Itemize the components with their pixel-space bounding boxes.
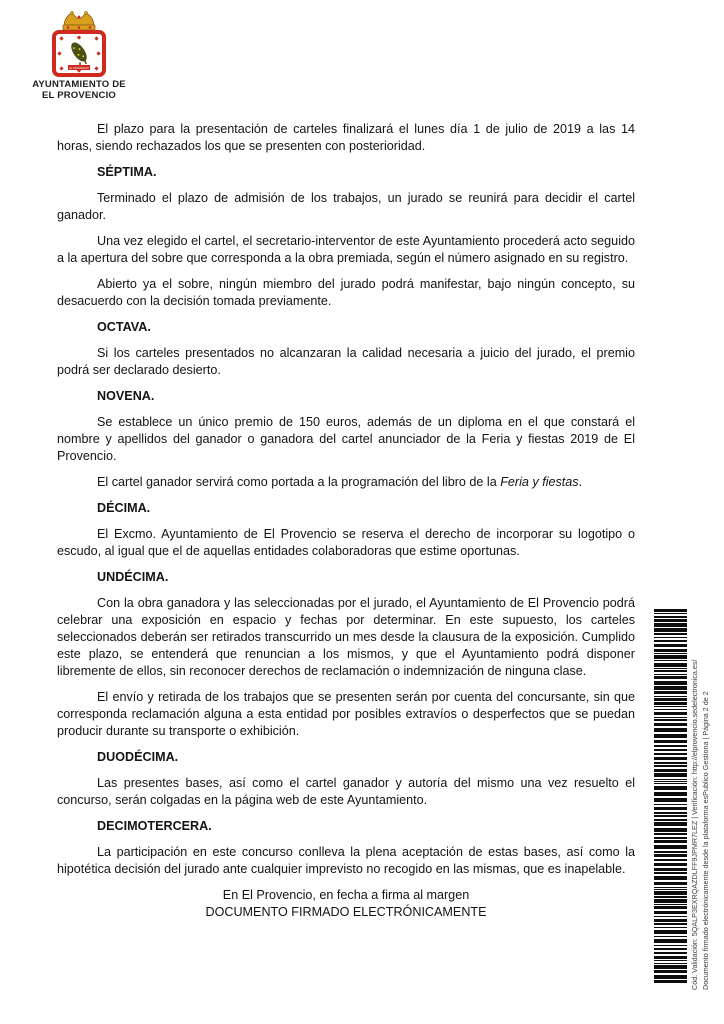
body-paragraph: El envío y retirada de los trabajos que se presenten serán por cuenta del concursante, sin que corresponda reclamación alguna a esta entidad por posibles extravíos o desperfectos que se puedan producir durante su transporte o exhibición. [57,690,635,738]
logo-caption [20,79,138,101]
body-paragraph: Se establece un único premio de 150 euros, además de un diploma en el que constará el nombre y apellidos del ganador o ganadora del cartel anunciador de la Feria y fiestas 2019 de El Provencio. [57,415,635,463]
validation-code-text: Cód. Validación: 5QALP3EXRQAZDLFF9JPMR7LEZ | Verificación: http://elprovencio.sedelectronica.es/ [690,659,699,990]
barcode [654,609,687,985]
section-heading: NOVENA. [97,389,155,403]
closing-line: En El Provencio, en fecha a firma al margen [222,888,470,902]
crown-icon [63,11,95,30]
body-paragraph: Terminado el plazo de admisión de los trabajos, un jurado se reunirá para decidir el cartel ganador. [57,191,635,222]
section-heading: DÉCIMA. [97,501,151,515]
section-heading: UNDÉCIMA. [97,570,169,584]
body-paragraph: El plazo para la presentación de carteles finalizará el lunes día 1 de julio de 2019 a las 14 horas, siendo rechazados los que se presenten con posterioridad. [57,122,635,153]
logo-org-line2: EL PROVENCIO [41,90,117,101]
body-paragraph: Abierto ya el sobre, ningún miembro del jurado podrá manifestar, bajo ningún concepto, su desacuerdo con la decisión tomada previamente. [57,277,635,308]
body-paragraph: Con la obra ganadora y las seleccionadas por el jurado, el Ayuntamiento de El Provencio podrá celebrar una exposición en espacio y fechas por determinar. En este supuesto, los carteles seleccionados deberán ser retirados transcurrido un mes desde la clausura de la exposición. Cumplido este plazo, se entenderá que renuncian a los mismos, y que el Ayuntamiento podrá disponer libremente de ellos, sin reconocer derechos de reclamación o indemnización de ninguna clase. [57,596,635,678]
shield-banner-text: EL PROVENCIO [69,66,89,70]
document-body [57,121,635,921]
coat-of-arms-icon [47,10,111,78]
body-paragraph: La participación en este concurso conlleva la plena aceptación de estas bases, así como la hipotética decisión del jurado ante cualquier imprevisto no recogido en las mismas, que es inapelable. [57,845,635,876]
section-heading: DECIMOTERCERA. [97,819,212,833]
body-paragraph: Una vez elegido el cartel, el secretario-interventor de este Ayuntamiento procederá acto seguido a la apertura del sobre que corresponda a la obra premiada, según el número asignado en su registro. [57,234,635,265]
body-paragraph: Si los carteles presentados no alcanzaran la calidad necesaria a juicio del jurado, el premio podrá ser declarado desierto. [57,346,635,377]
body-paragraph: El cartel ganador servirá como portada a la programación del libro de la Feria y fiestas. [97,475,583,489]
section-heading: SÉPTIMA. [97,165,157,179]
closing-line: DOCUMENTO FIRMADO ELECTRÓNICAMENTE [205,905,487,919]
electronic-signature-text: Documento firmado electrónicamente desde la plataforma esPublico Gestiona | Página 2 de 2 [701,691,710,990]
ayuntamiento-logo [20,10,138,101]
section-heading: DUODÉCIMA. [97,750,179,764]
logo-org-line1: AYUNTAMIENTO DE [32,79,126,90]
body-paragraph: Las presentes bases, así como el cartel ganador y autoría del mismo una vez resuelto el concurso, serán colgadas en la página web de este Ayuntamiento. [57,776,635,807]
body-paragraph: El Excmo. Ayuntamiento de El Provencio se reserva el derecho de incorporar su logotipo o escudo, al igual que el de aquellas entidades colaboradoras que estime oportunas. [57,527,635,558]
section-heading: OCTAVA. [97,320,151,334]
shield-icon [54,32,104,75]
